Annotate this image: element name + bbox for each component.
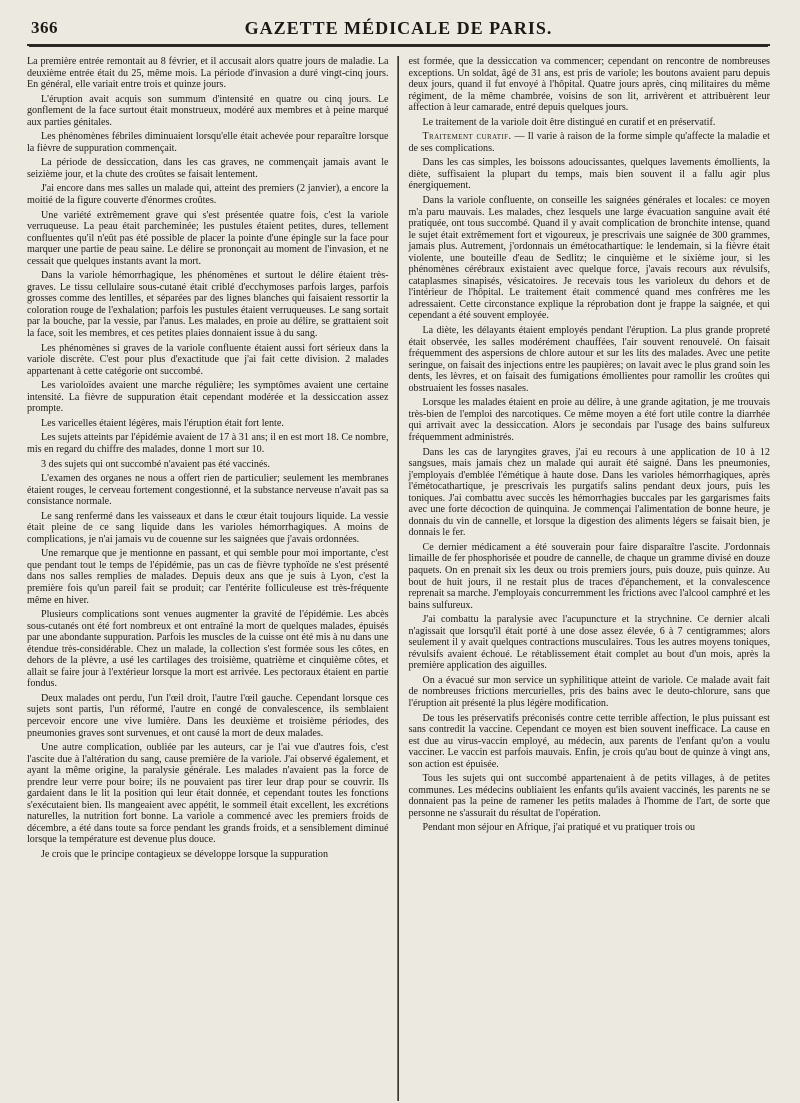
paragraph-text: Les phénomènes fébriles diminuaient lorsqu'elle était achevée pour reparaître lorsque la fièvre de suppuration commençait. [27,131,389,154]
paragraph-text: est formée, que la dessiccation va commencer; cependant on rencontre de nombreuses exceptions. Un soldat, âgé de 31 ans, est pris de variole; les boutons avaient paru depuis deux jours, quand il fut envoyé à l'hôpital. Quatre jours après, cinq militaires du même régiment, de la même chambrée, voisins de son lit, arrivèrent et attribuèrent leur affection à leur camarade, entré depuis quelques jours. [408,56,770,114]
paragraph [27,94,389,129]
paragraph-text: La période de dessiccation, dans les cas graves, ne commençait jamais avant le seizième jour, et la chute des croûtes se faisait lentement. [27,157,389,180]
paragraph-text: De tous les préservatifs préconisés contre cette terrible affection, le plus puissant est sans contredit la vaccine. Cependant ce moyen est bien souvent inefficace. La cause en est due au virus-vaccin employé, au médecin, aux parents de l'enfant qu'on a voulu vacciner. Le vaccin est parfois mauvais. Enfin, je crois qu'au bout de quinze à vingt ans, son action est épuisée. [408,712,770,770]
paragraph-text: Deux malades ont perdu, l'un l'œil droit, l'autre l'œil gauche. Cependant lorsque ces sujets sont partis, l'un réformé, l'autre en congé de convalescence, ils semblaient percevoir encore une vive lumière. Dans les deuxième et troisième périodes, des pneumonies graves sont survenues, et ont causé la mort de deux malades. [27,692,389,739]
paragraph [27,183,389,206]
paragraph-text: Une autre complication, oubliée par les auteurs, car je l'ai vue d'autres fois, c'est l'ascite due à l'altération du sang, cause première de la variole. J'ai observé également, et ayant la même origine, la paralysie générale. Les malades n'avaient pas la force de prendre leur verre pour boire; ils ne pouvaient pas tirer leur drap pour se couvrir. Ils gardaient dans le lit la position qui leur était donnée, et cependant toutes les fonctions s'exécutaient bien. Ils mangeaient avec appétit, le sommeil était excellent, les excrétions naturelles, la nutrition fort bonne. La variole a commencé avec les premiers froids de décembre, a été dans toute sa force pendant les grands froids, et a sensiblement diminué lorsque la température est devenue plus douce. [27,742,389,846]
paragraph [408,195,770,322]
paragraph [27,380,389,415]
paragraph [408,117,770,129]
paragraph [408,542,770,611]
paragraph [27,473,389,508]
paragraph-text: J'ai encore dans mes salles un malade qui, atteint des premiers (2 janvier), a encore la moitié de la figure couverte d'énormes croûtes. [27,183,389,207]
paragraph-text: Dans les cas de laryngites graves, j'ai eu recours à une application de 10 à 12 sangsues, mais jamais chez un malade qui aurait été saigné. Dans les pneumonies, j'employais d'emblée l'émétique à haute dose. Dans les varioles hémorrhagiques, après l'émétocathartique, je prescrivais les purgatifs salins pendant deux jours, puis les toniques. J'ai combattu avec succès les hémorrhagies buccales par les gargarismes faits avec une forte décoction de quinquina. Je commençai l'alimentation de bonne heure, je donnais du vin de cannelle, et lorsque la digestion des aliments légers se faisait bien, je donnais le fer. [408,446,770,539]
paragraph-text: Je crois que le principe contagieux se développe lorsque la suppuration [41,849,329,860]
paragraph [408,447,770,539]
paragraph-text: Le sang renfermé dans les vaisseaux et dans le cœur était toujours liquide. La vessie était pleine de ce sang liquide dans les varioles hémorrhagiques. A moins de complications, je n'ai jamais vu de couenne sur les saignées que j'avais ordonnées. [27,510,389,545]
left-column [27,56,389,1101]
paragraph-text: — Il varie à raison de la forme simple qu'affecte la maladie et de ses complications. [408,131,770,154]
paragraph [27,742,389,846]
column-rule [397,56,400,1101]
paragraph-text: L'éruption avait acquis son summum d'intensité en quatre ou cinq jours. Le gonflement de la face surtout était monstrueux, modéré aux membres et à peine marqué aux parties génitales. [27,93,389,128]
paragraph-text: Tous les sujets qui ont succombé appartenaient à de petits villages, à de petites communes. Les médecins oubliaient les enfants qu'ils avaient vaccinés, les parents ne se donnaient pas la peine de ramener les petits malades à l'homme de l'art, de sorte que personne ne s'assurait du résultat de l'opération. [408,773,770,819]
section-rubric: Traitement curatif. [422,131,512,143]
paragraph-text: La première entrée remontait au 8 février, et il accusait alors quatre jours de maladie. La deuxième entrée était du 25, même mois. La période d'invasion a duré vingt-cinq jours. En général, elle variait entre trois et quinze jours. [27,56,389,91]
paragraph [408,773,770,819]
page-number: 366 [31,18,58,37]
text-columns [27,56,770,1101]
paragraph-text: Pendant mon séjour en Afrique, j'ai pratiqué et vu pratiquer trois ou [422,822,696,834]
paragraph-text: 3 des sujets qui ont succombé n'avaient pas été vaccinés. [41,458,270,470]
paragraph [408,157,770,192]
journal-title: GAZETTE MÉDICALE DE PARIS. [244,18,553,38]
paragraph [408,822,770,834]
paragraph [27,432,389,455]
paragraph-text: Plusieurs complications sont venues augmenter la gravité de l'épidémie. Les abcès sous-cutanés ont été fort nombreux et ont entraîné la mort de quelques malades, épuisés par une abondante suppuration. Parfois les muscles de la cuisse ont été mis à nu dans une étendue très-considérable. Chez un malade, la collection s'est formée sous les côtes, en dehors de la plèvre, a usé les cartilages des troisième, quatrième et cinquième côtes, et allait se faire jour à l'extérieur lorsque la mort est arrivée. Les pectoraux étaient en partie fondus. [27,609,389,690]
paragraph-text: L'examen des organes ne nous a offert rien de particulier; seulement les membranes étaient rouges, le cerveau fortement congestionné, et la substance nerveuse n'avait pas sa consistance normale. [27,473,389,508]
paragraph [27,609,389,690]
paragraph [27,56,389,91]
paragraph [27,210,389,268]
paragraph [27,849,389,861]
paragraph-text: Les phénomènes si graves de la variole confluente étaient aussi fort sérieux dans la variole discrète. C'est pour plus d'exactitude que j'ai fait cette division. 2 malades appartenant à cette catégorie ont succombé. [27,342,389,377]
paragraph-text: La diète, les délayants étaient employés pendant l'éruption. La plus grande propreté était observée, les salles modérément chauffées, l'air souvent renouvelé. On faisait fréquemment des aspersions de chlore autour et sur les lits des malades. Avec une petite seringue, on faisait des injections entre les paupières; on lavait avec le plus grand soin les dents, les lèvres, et on faisait des fumigations émollientes pour ramollir les croûtes qui obstruaient les fosses nasales. [408,325,770,394]
paragraph-text: Ce dernier médicament a été souverain pour faire disparaître l'ascite. J'ordonnais limaille de fer phosphorisée et poudre de cannelle, de chaque un gramme divisé en douze paquets. On en prenait six les deux ou trois premiers jours, puis douze, puis quinze. Au bout de huit jours, il ne restait plus de traces d'épanchement, et la convalescence reprenait sa marche. J'employais concurremment les frictions avec l'alcool camphré et les bains sulfureux. [408,541,770,611]
paragraph [27,131,389,154]
paragraph [408,713,770,771]
page-header [27,14,770,46]
paragraph [27,511,389,546]
paragraph-text: Une remarque que je mentionne en passant, et qui semble pour moi importante, c'est que pendant tout le temps de l'épidémie, pas un cas de fièvre typhoïde ne s'est présenté dans nos salles remplies de malades. Depuis deux ans que je suis à Lyon, c'est la première fois qu'un pareil fait se produit; car l'entérite folliculeuse est très-fréquente même en hiver. [27,548,389,606]
paragraph-text: Le traitement de la variole doit être distingué en curatif et en préservatif. [422,116,716,128]
paragraph [408,325,770,394]
right-column [408,56,770,1101]
paragraph [27,459,389,471]
paragraph-text: Dans la variole hémorrhagique, les phénomènes et surtout le délire étaient très-graves. Le tissu cellulaire sous-cutané était criblé d'ecchymoses parfois larges, parfois grosses comme des lentilles, et séparées par des lignes blanches qui faisaient ressortir la coloration rouge de l'exhalation; parfois les pustules étaient verruqueuses. Le sang sortait par la bouche, par la vessie, par l'anus. Les malades, en proie au délire, se grattaient soit la face, soit les membres, et ces petites plaies donnaient issue à du sang. [27,270,389,340]
paragraph-text: Une variété extrêmement grave qui s'est présentée quatre fois, c'est la variole verruqueuse. La peau était parcheminée; les pustules étaient petites, dures, tellement confluentes qu'il n'eût pas été possible de placer la pointe d'une épingle sur la face pour marquer une partie de peau saine. Le délire se prononçait au moment de l'invasion, et ne cessait que quelques instants avant la mort. [27,209,389,267]
paragraph [27,270,389,339]
paragraph [408,675,770,710]
paragraph [408,131,770,154]
paragraph-text: Lorsque les malades étaient en proie au délire, à une grande agitation, je me trouvais très-bien de l'emploi des narcotiques. Ce même moyen a été fort utile contre la diarrhée qui arrivait avec la dessiccation. Alors je secondais par l'usage des bains sulfureux fréquemment administrés. [408,397,770,443]
paragraph [27,418,389,430]
paragraph [27,157,389,180]
paragraph [27,548,389,606]
paragraph [27,343,389,378]
paragraph [27,693,389,739]
paragraph-text: Les varicelles étaient légères, mais l'éruption était fort lente. [41,417,284,429]
paragraph-text: Dans les cas simples, les boissons adoucissantes, quelques lavements émollients, la diète, suffisaient la plupart du temps, mais bien souvent il a fallu agir plus énergiquement. [408,157,770,192]
paragraph [408,614,770,672]
paragraph-text: J'ai combattu la paralysie avec l'acupuncture et la strychnine. Ce dernier alcali n'agissait que lorsqu'il était porté à une dose assez élevée, 6 à 7 centigrammes; alors seulement il y avait quelques contractions musculaires. Tous les autres moyens toniques, révulsifs avaient échoué. Le rétablissement était complet au bout d'un mois, après la première application des aiguilles. [408,614,770,672]
paragraph-text: Les varioloïdes avaient une marche régulière; les symptômes avaient une certaine intensité. La fièvre de suppuration était cependant modérée et la dessiccation assez prompte. [27,380,389,415]
paragraph-text: On a évacué sur mon service un syphilitique atteint de variole. Ce malade avait fait de nombreuses frictions mercurielles, pris des bains avec le deuto-chlorure, sans que l'éruption ait présenté la plus légère modification. [408,674,770,709]
paragraph-text: Dans la variole confluente, on conseille les saignées générales et locales: ce moyen m'a paru mauvais. Les malades, chez lesquels une large évacuation sanguine avait été pratiquée, ont tous succombé. Quand il y avait complication de bronchite intense, quand le sujet était extrêmement fort et vigoureux, je prescrivais une saignée de 300 grammes, jamais plus. Autrement, j'ordonnais un émétocathartique: le lendemain, si la fièvre était violente, une bouteille d'eau de Sedlitz; le cinquième et le sixième jour, si les phénomènes cérébraux existaient avec quelque force, j'avais recours aux révulsifs, cataplasmes sinapisés, vésicatoires. Je recevais tous les varioleux du dehors et de l'intérieur de l'hôpital. Le traitement était commencé quand mes confrères me les adressaient. Cette circonstance explique la réprobation dont je frappe la saignée, et qui cependant a été souvent employée. [408,195,770,322]
paragraph [408,397,770,443]
paragraph [408,56,770,114]
paragraph-text: Les sujets atteints par l'épidémie avaient de 17 à 31 ans; il en est mort 18. Ce nombre, mis en regard du chiffre des malades, donne 1 mort sur 10. [27,432,389,455]
